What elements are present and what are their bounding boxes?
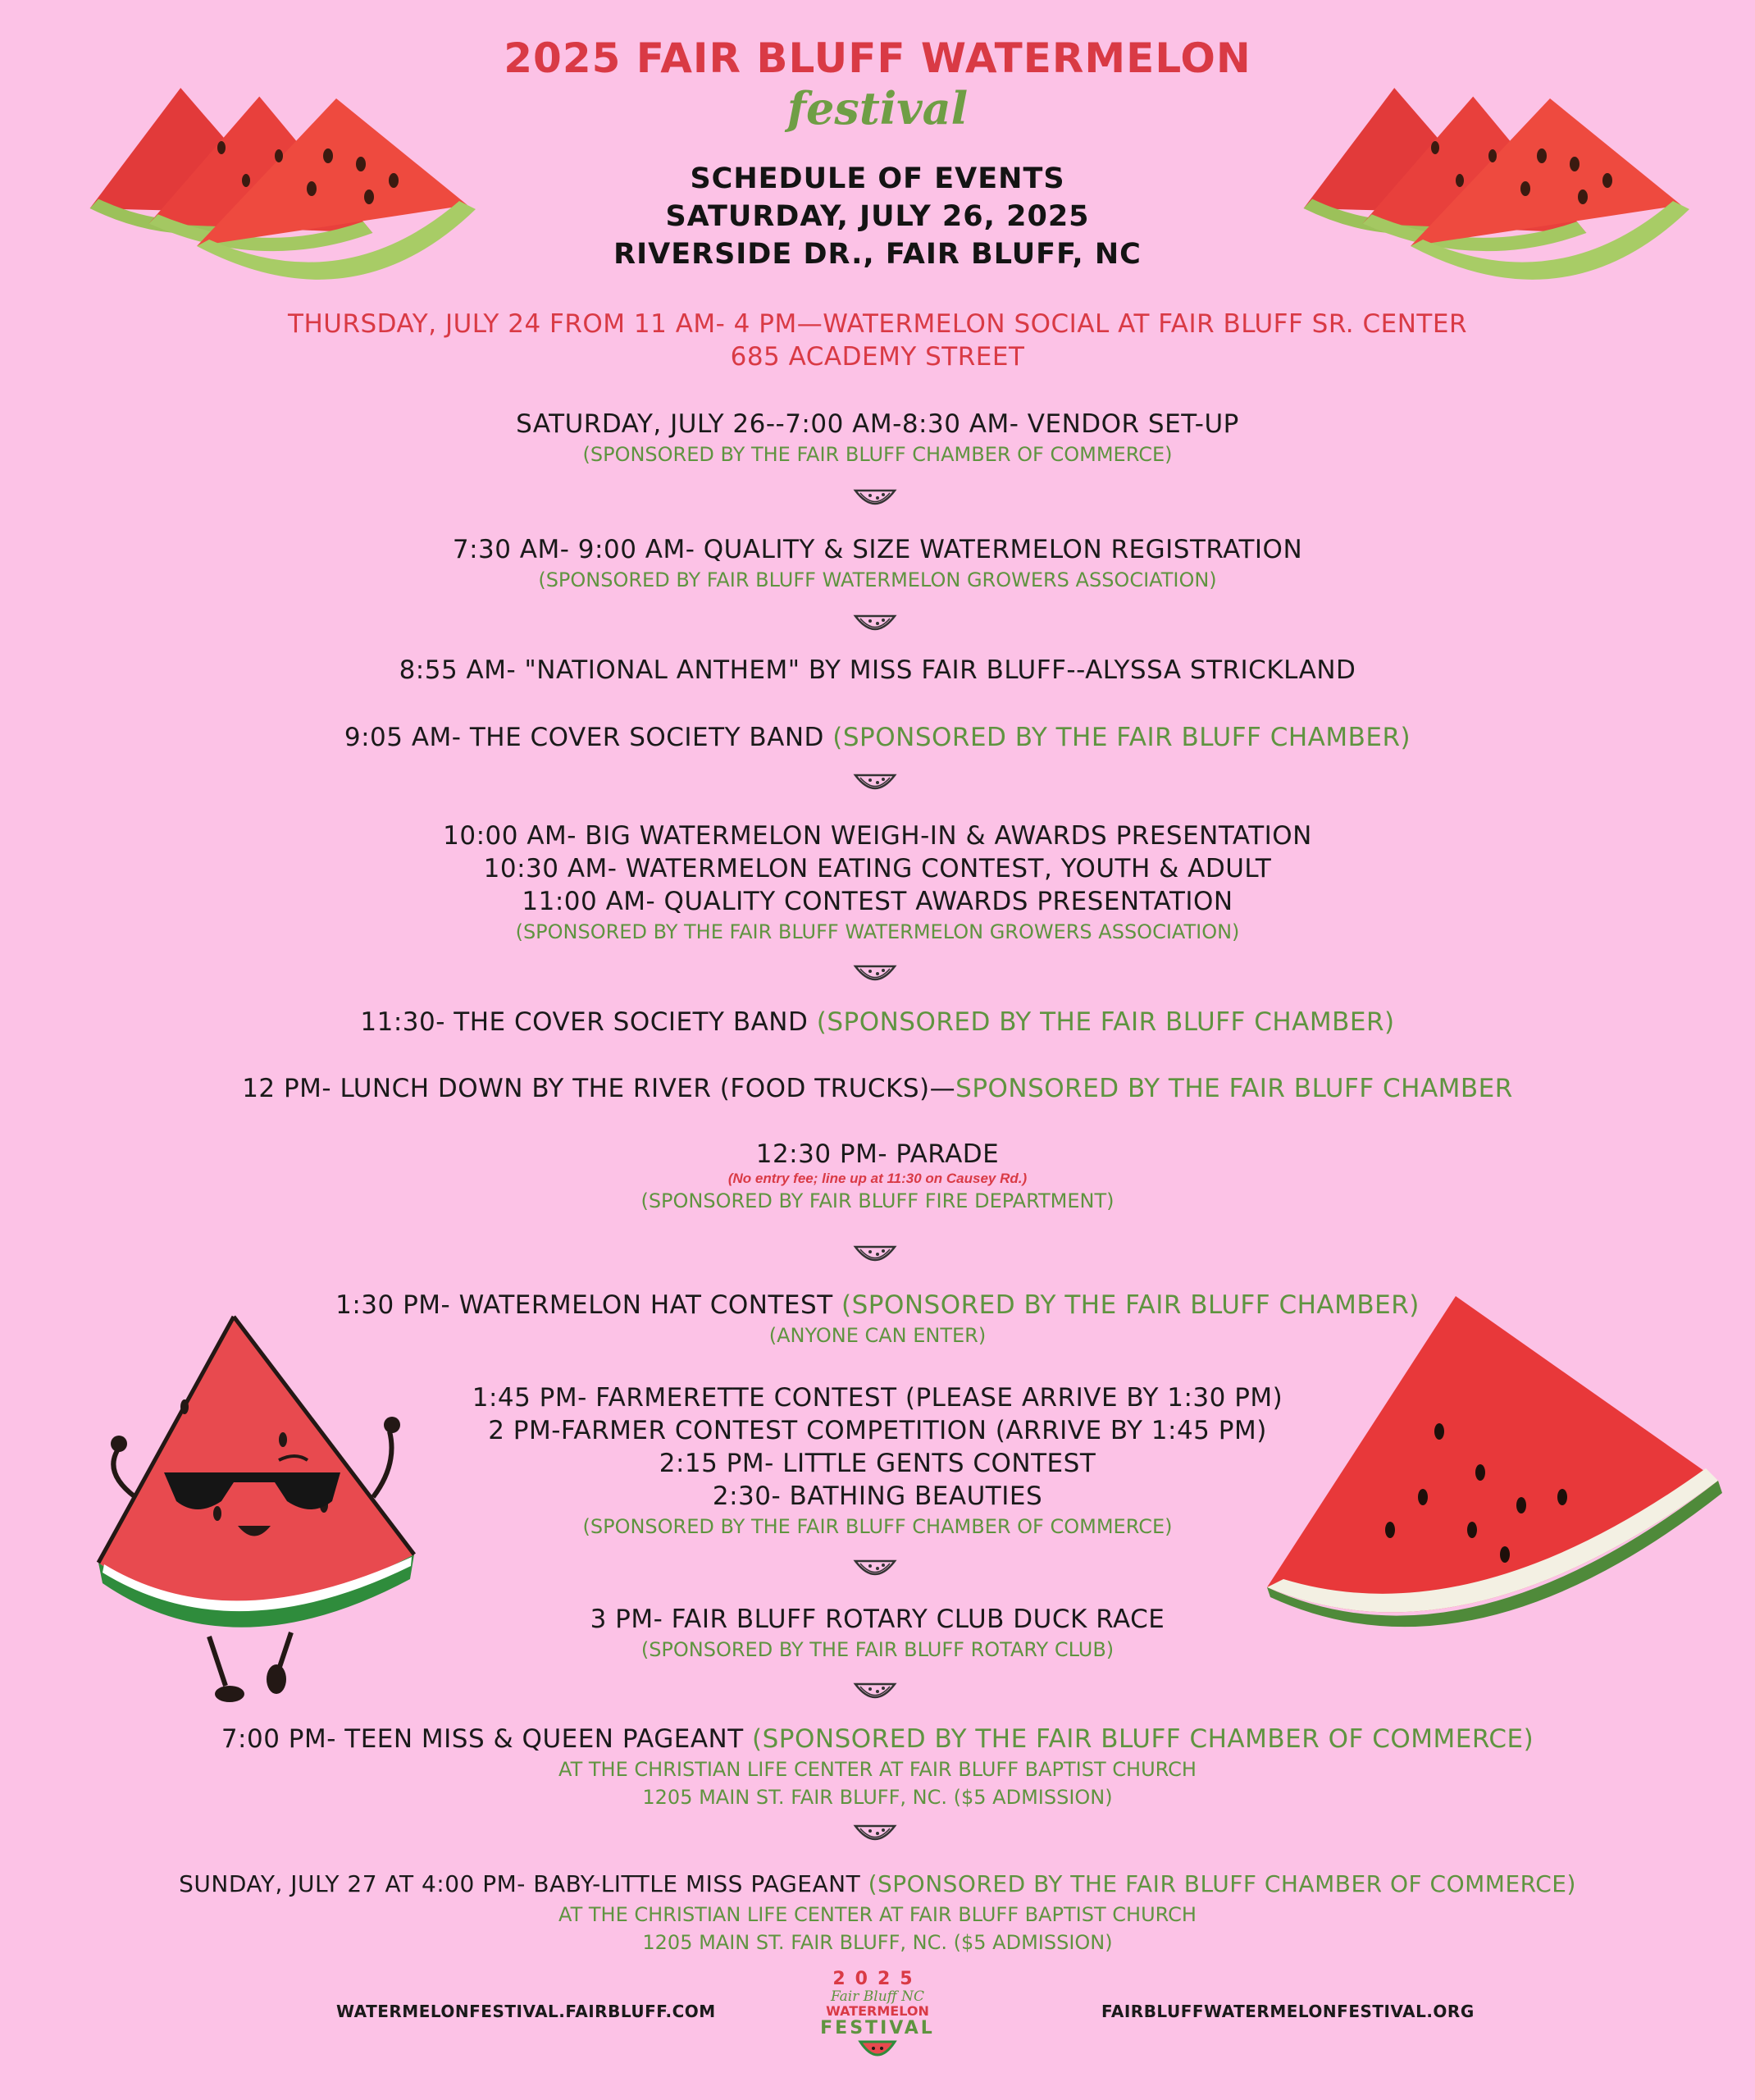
event-venue: AT THE CHRISTIAN LIFE CENTER AT FAIR BLUFF BAPTIST CHURCH (558, 1758, 1197, 1781)
watermelon-divider-icon (850, 769, 900, 797)
event-registration (0, 533, 1755, 594)
event-sponsor: (SPONSORED BY THE FAIR BLUFF CHAMBER) (816, 1007, 1395, 1037)
event-band-2 (0, 1006, 1755, 1039)
logo-festival: FESTIVAL (820, 2018, 935, 2038)
event-text: 11:00 AM- QUALITY CONTEST AWARDS PRESENTATION (522, 887, 1233, 916)
event-text: SUNDAY, JULY 27 AT 4:00 PM- BABY-LITTLE MISS PAGEANT (179, 1870, 868, 1897)
event-text: 12:30 PM- PARADE (755, 1139, 1000, 1169)
event-sponsor: (SPONSORED BY THE FAIR BLUFF CHAMBER OF COMMERCE) (868, 1870, 1576, 1897)
event-text: 3 PM- FAIR BLUFF ROTARY CLUB DUCK RACE (590, 1605, 1165, 1634)
footer-link-right[interactable]: FAIRBLUFFWATERMELONFESTIVAL.ORG (1101, 2002, 1475, 2021)
event-sponsor: (SPONSORED BY THE FAIR BLUFF CHAMBER) (841, 1290, 1420, 1320)
event-text: 7:30 AM- 9:00 AM- QUALITY & SIZE WATERMELON REGISTRATION (452, 535, 1303, 564)
watermelon-divider-icon (850, 1554, 900, 1582)
watermelon-divider-icon (850, 1819, 900, 1847)
event-address: 1205 MAIN ST. FAIR BLUFF, NC. ($5 ADMISSION) (642, 1786, 1113, 1809)
event-weigh-in (0, 819, 1755, 946)
watermelon-divider-icon (850, 1678, 900, 1705)
thursday-address: 685 ACADEMY STREET (730, 342, 1025, 372)
event-text: 2 PM-FARMER CONTEST COMPETITION (ARRIVE BY 1:45 PM) (488, 1416, 1267, 1445)
watermelon-wedge-icon (1259, 1292, 1726, 1653)
event-sponsor: (SPONSORED BY FAIR BLUFF WATERMELON GROWERS ASSOCIATION) (538, 568, 1217, 591)
event-parade (0, 1138, 1755, 1215)
schedule-date: SATURDAY, JULY 26, 2025 (665, 200, 1090, 233)
event-text: 9:05 AM- THE COVER SOCIETY BAND (344, 723, 833, 752)
watermelon-divider-icon (850, 609, 900, 637)
event-text: 1:30 PM- WATERMELON HAT CONTEST (335, 1290, 841, 1320)
event-anthem: 8:55 AM- "NATIONAL ANTHEM" BY MISS FAIR BLUFF--ALYSSA STRICKLAND (399, 655, 1356, 685)
event-text: 10:30 AM- WATERMELON EATING CONTEST, YOUTH & ADULT (483, 854, 1272, 883)
event-teen-pageant (0, 1723, 1755, 1811)
event-note: (No entry fee; line up at 11:30 on Causey Rd.) (727, 1171, 1028, 1186)
event-text: 11:30- THE COVER SOCIETY BAND (360, 1007, 817, 1037)
footer-link-left[interactable]: WATERMELONFESTIVAL.FAIRBLUFF.COM (336, 2002, 716, 2021)
event-baby-pageant (0, 1868, 1755, 1956)
event-text: 10:00 AM- BIG WATERMELON WEIGH-IN & AWARDS PRESENTATION (443, 821, 1312, 851)
watermelon-divider-icon (850, 484, 900, 512)
event-sponsor: (SPONSORED BY THE FAIR BLUFF ROTARY CLUB) (640, 1638, 1115, 1661)
watermelon-divider-icon (850, 1240, 900, 1268)
event-sponsor: (SPONSORED BY FAIR BLUFF FIRE DEPARTMENT) (640, 1189, 1115, 1212)
logo-location: Fair Bluff NC (831, 1988, 924, 2005)
event-text: 2:30- BATHING BEAUTIES (712, 1481, 1043, 1511)
event-band-1 (0, 721, 1755, 754)
cool-watermelon-mascot-icon (86, 1308, 431, 1710)
event-text: 2:15 PM- LITTLE GENTS CONTEST (659, 1449, 1096, 1478)
logo-year: 2025 (832, 1969, 923, 1989)
schedule-location: RIVERSIDE DR., FAIR BLUFF, NC (613, 238, 1142, 271)
event-address: 1205 MAIN ST. FAIR BLUFF, NC. ($5 ADMISSION) (642, 1931, 1113, 1954)
event-text: 1:45 PM- FARMERETTE CONTEST (PLEASE ARRIVE BY 1:30 PM) (472, 1383, 1283, 1413)
logo-watermelon: WATERMELON (826, 2003, 929, 2019)
schedule-heading (0, 160, 1755, 273)
event-text: 12 PM- LUNCH DOWN BY THE RIVER (FOOD TRUCKS)— (242, 1074, 956, 1103)
event-text: SATURDAY, JULY 26--7:00 AM-8:30 AM- VENDOR SET-UP (516, 409, 1239, 439)
event-vendor (0, 408, 1755, 468)
festival-script-word: festival (786, 82, 969, 135)
event-sponsor: (SPONSORED BY THE FAIR BLUFF CHAMBER OF COMMERCE) (582, 443, 1173, 466)
logo-watermelon-icon (857, 2038, 898, 2063)
festival-title: 2025 FAIR BLUFF WATERMELON (504, 34, 1251, 82)
event-venue: AT THE CHRISTIAN LIFE CENTER AT FAIR BLUFF BAPTIST CHURCH (558, 1903, 1197, 1926)
thursday-line: THURSDAY, JULY 24 FROM 11 AM- 4 PM—WATERMELON SOCIAL AT FAIR BLUFF SR. CENTER (288, 309, 1467, 339)
festival-logo (812, 1969, 943, 2092)
watermelon-divider-icon (850, 960, 900, 988)
event-sponsor: SPONSORED BY THE FAIR BLUFF CHAMBER (955, 1074, 1513, 1103)
event-lunch (0, 1072, 1755, 1105)
event-sponsor: (SPONSORED BY THE FAIR BLUFF WATERMELON GROWERS ASSOCIATION) (515, 920, 1240, 943)
event-sponsor: (SPONSORED BY THE FAIR BLUFF CHAMBER) (832, 723, 1411, 752)
thursday-event (0, 308, 1755, 373)
event-sponsor: (SPONSORED BY THE FAIR BLUFF CHAMBER OF COMMERCE) (582, 1515, 1173, 1538)
event-note: (ANYONE CAN ENTER) (768, 1324, 987, 1347)
event-text: 7:00 PM- TEEN MISS & QUEEN PAGEANT (221, 1724, 753, 1754)
event-sponsor: (SPONSORED BY THE FAIR BLUFF CHAMBER OF COMMERCE) (752, 1724, 1534, 1754)
schedule-title: SCHEDULE OF EVENTS (690, 162, 1065, 195)
